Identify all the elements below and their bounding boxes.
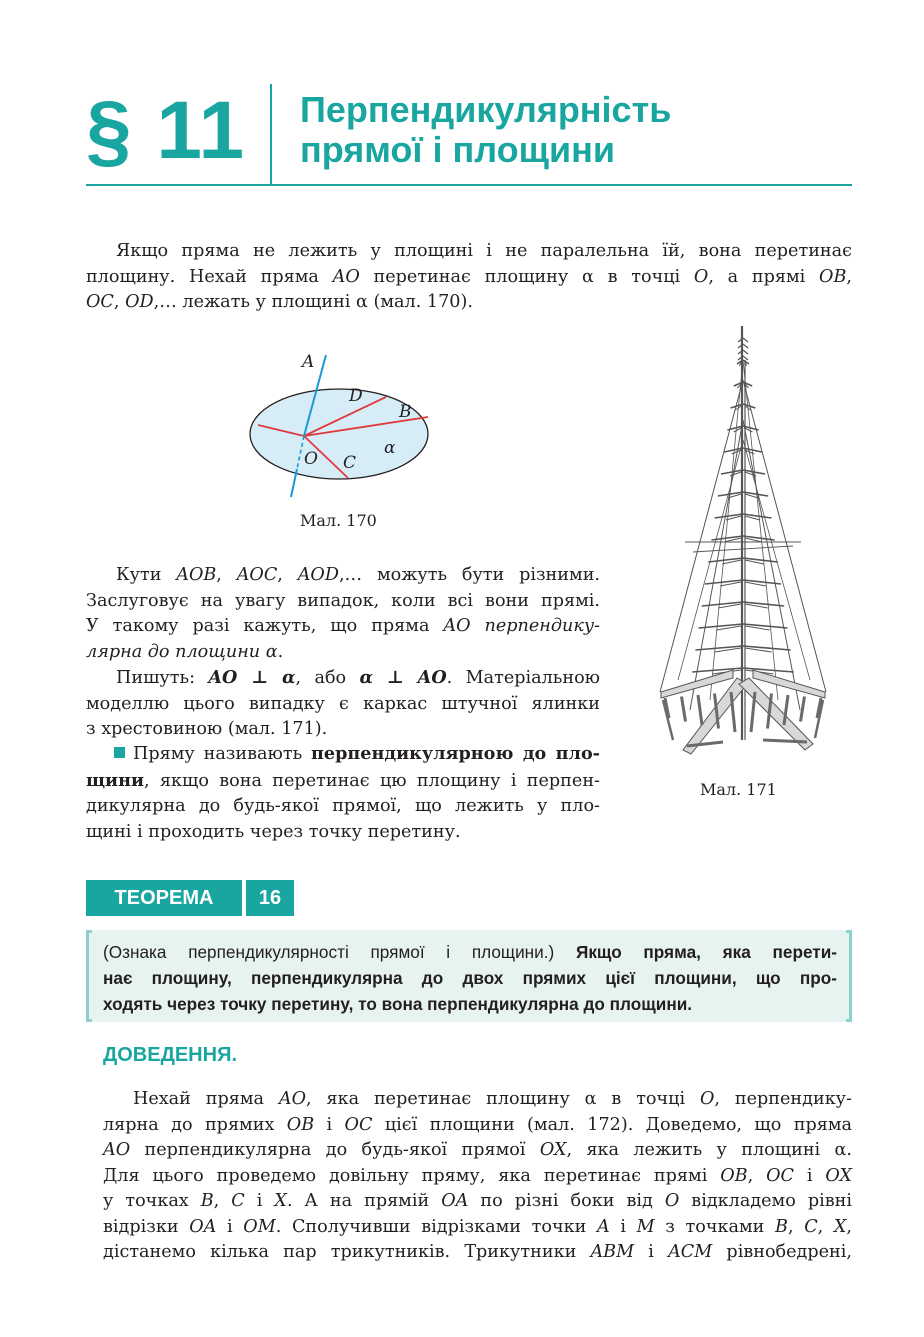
theorem-number: 16: [246, 880, 294, 916]
figure-171-caption: Мал. 171: [700, 780, 777, 799]
text-line: Заслуговує на увагу випадок, коли всі вони прямі.: [86, 590, 600, 611]
theorem-label: ТЕОРЕМА: [86, 880, 242, 916]
label-c: C: [343, 453, 357, 473]
text-line: щини, якщо вона перетинає цю площину і перпен-: [86, 769, 600, 791]
notation-paragraph: [86, 665, 600, 743]
section-title-line-2: прямої і площини: [300, 129, 616, 170]
theorem-bracket-right: [846, 930, 852, 1022]
text-line: Пряму називають перпендикулярною до пло-: [86, 741, 600, 768]
label-alpha: α: [384, 438, 396, 458]
text-line: Пишуть: AO ⊥ α, або α ⊥ AO. Матеріальною: [116, 667, 600, 688]
text-line: площину. Нехай пряма AO перетинає площину α в точці O, а прямі OB,: [86, 266, 852, 287]
text-line: OC, OD,… лежать у площині α (мал. 170).: [86, 292, 473, 312]
label-d: D: [349, 386, 363, 406]
angles-paragraph: [86, 563, 600, 665]
text-line: з хрестовиною (мал. 171).: [86, 719, 328, 739]
text-line: лярна до площини α.: [86, 641, 284, 662]
text-line: Для цього проведемо довільну пряму, яка перетинає прямі OB, OC і OX: [103, 1165, 853, 1186]
header-divider-vertical: [270, 84, 272, 186]
theorem-statement: [103, 939, 837, 1017]
section-header: [86, 84, 852, 186]
proof-heading: ДОВЕДЕННЯ.: [103, 1044, 237, 1066]
label-b: B: [399, 402, 412, 422]
text-line: у точках B, C і X. А на прямій OA по різні боки від O відкладемо рівні: [103, 1191, 852, 1211]
text-line: Кути AOB, AOC, AOD,… можуть бути різними.: [116, 565, 601, 585]
text-line: Якщо пряма не лежить у площині і не паралельна їй, вона перетинає: [116, 241, 852, 261]
text-line: нає площину, перпендикулярна до двох прямих цієї площини, що про-: [103, 968, 837, 988]
text-line: (Ознака перпендикулярності прямої і площини.) Якщо пряма, яка перети-: [103, 942, 837, 962]
definition-bullet-icon: [114, 747, 125, 758]
text-line: дістанемо кілька пар трикутників. Трикутники ABM і ACM рівнобедрені,: [103, 1242, 852, 1262]
text-line: відрізки OA і OM. Сполучивши відрізками точки A і M з точками B, C, X,: [103, 1216, 853, 1237]
text-line: У такому разі кажуть, що пряма AO перпендику-: [86, 616, 600, 636]
text-line: моделлю цього випадку є каркас штучної ялинки: [86, 693, 600, 714]
proof-paragraph: [103, 1087, 852, 1266]
figure-170-plane-diagram: [240, 345, 440, 505]
text-line: лярна до прямих OB і OC цієї площини (мал. 172). Доведемо, що пряма: [103, 1114, 852, 1135]
theorem-box: [86, 930, 852, 1022]
label-a: A: [302, 352, 315, 372]
text-line: Нехай пряма AO, яка перетинає площину α в точці O, перпендику-: [133, 1089, 852, 1109]
section-title-line-1: Перпендикулярність: [300, 89, 672, 130]
label-o: O: [304, 449, 318, 469]
definition-paragraph: [86, 741, 600, 845]
figure-170-caption: Мал. 170: [300, 511, 377, 530]
intro-paragraph: [86, 239, 852, 316]
theorem-bracket-left: [86, 930, 92, 1022]
section-number: § 11: [86, 85, 246, 176]
text-line: ходять через точку перетину, то вона перпендикулярна до площини.: [103, 994, 693, 1014]
text-line: щині і проходить через точку перетину.: [86, 821, 461, 842]
text-line: дикулярна до будь-якої прямої, що лежить у пло-: [86, 796, 600, 816]
section-title: [300, 90, 671, 170]
figure-171-tree-frame: [650, 320, 840, 760]
text-line: AO перпендикулярна до будь-якої прямої OX, яка лежить у площині α.: [103, 1140, 852, 1160]
header-divider-horizontal: [86, 184, 852, 186]
